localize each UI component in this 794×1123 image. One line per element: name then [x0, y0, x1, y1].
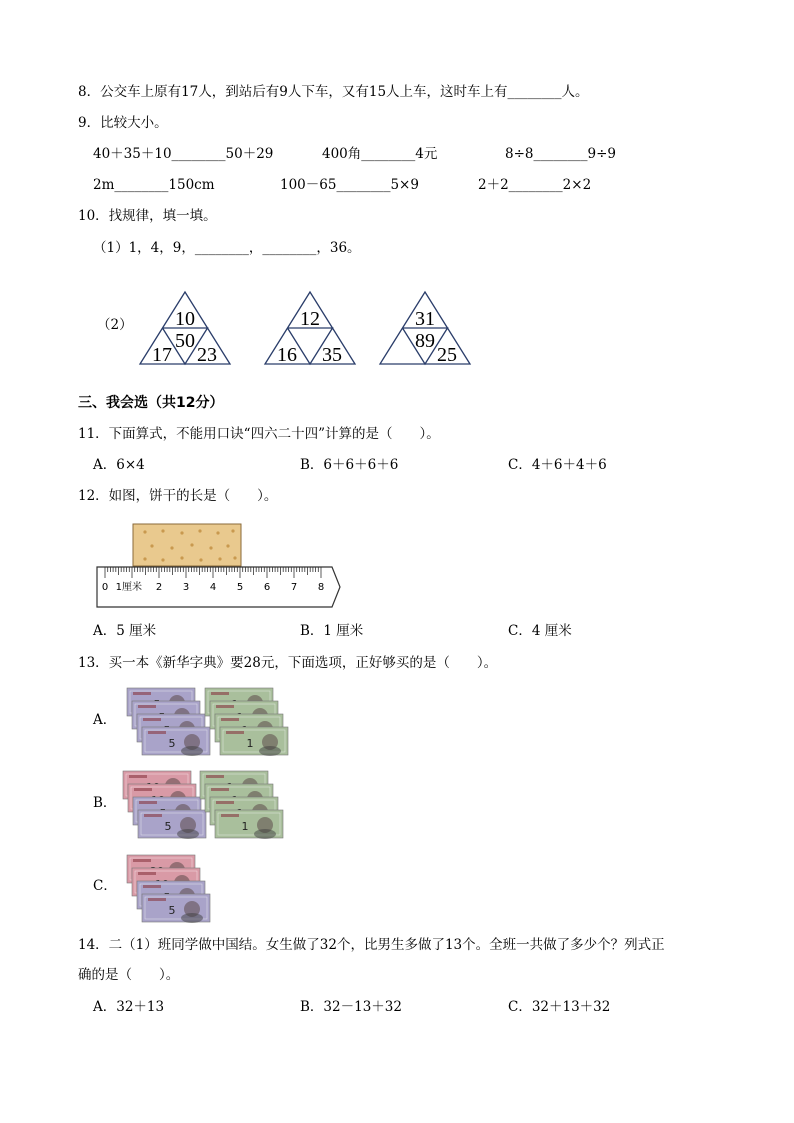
triangle-right-number: 25 [437, 344, 457, 366]
question-13-stem: 13．买一本《新华字典》要28元，下面选项，正好够买的是（ ）。 [78, 655, 498, 671]
compare-item: 40＋35＋10________50＋29 [93, 146, 274, 162]
option-c-label[interactable]: C． [93, 878, 117, 894]
triangle-top-number: 12 [300, 308, 320, 330]
triangle-left-number: 17 [152, 344, 172, 366]
option-a-label[interactable]: A． [93, 712, 117, 728]
ruler-label: 6 [263, 582, 271, 593]
ruler-label: 2 [155, 582, 163, 593]
question-10-stem: 10．找规律，填一填。 [78, 208, 217, 224]
question-11-stem: 11．下面算式，不能用口诀“四六二十四”计算的是（ ）。 [78, 426, 440, 442]
question-8: 8．公交车上原有17人，到站后有9人下车，又有15人上车，这时车上有________人。 [78, 84, 589, 100]
banknote-5 [138, 810, 206, 839]
ruler-label: 0 [101, 582, 109, 593]
option-c[interactable]: C．4 厘米 [508, 623, 572, 639]
banknote-5 [142, 894, 210, 923]
ruler-label: 4 [209, 582, 217, 593]
banknote-value: 5 [168, 904, 176, 917]
question-14-stem-line1: 14．二（1）班同学做中国结。女生做了32个，比男生多做了13个。全班一共做了多少个？列式正 [78, 937, 665, 953]
banknote-value: 1 [241, 820, 249, 833]
ruler-label: 1厘米 [115, 582, 142, 593]
ruler-label: 3 [182, 582, 190, 593]
question-9-stem: 9．比较大小。 [78, 115, 168, 131]
triangle-middle-number: 89 [415, 330, 435, 352]
banknote-value: 1 [246, 737, 254, 750]
ruler-label: 5 [236, 582, 244, 593]
question-10-part1: （1）1，4，9，________，________，36。 [93, 240, 361, 256]
banknote-1 [215, 810, 283, 839]
triangle-right-number: 35 [322, 344, 342, 366]
option-b-label[interactable]: B． [93, 795, 117, 811]
triangle-top-number: 31 [415, 308, 435, 330]
triangle-top-number: 10 [175, 308, 195, 330]
question-10-part2-label: （2） [97, 317, 133, 333]
option-b[interactable]: B．1 厘米 [300, 623, 364, 639]
option-b[interactable]: B．6＋6＋6＋6 [300, 457, 399, 473]
compare-item: 100－65________5×9 [280, 177, 419, 193]
option-a[interactable]: A．6×4 [93, 457, 145, 473]
compare-item: 8÷8________9÷9 [505, 146, 616, 162]
option-c[interactable]: C．4＋6＋4＋6 [508, 457, 607, 473]
triangle-left-number: 16 [277, 344, 297, 366]
option-c[interactable]: C．32＋13＋32 [508, 999, 611, 1015]
triangle-right-number: 23 [197, 344, 217, 366]
banknote-1 [220, 727, 288, 756]
compare-item: 400角________4元 [322, 146, 438, 162]
compare-item: 2＋2________2×2 [478, 177, 592, 193]
ruler-label: 7 [290, 582, 298, 593]
banknote-value: 5 [168, 737, 176, 750]
option-b[interactable]: B．32－13＋32 [300, 999, 402, 1015]
ruler-label: 8 [317, 582, 325, 593]
banknote-5 [142, 727, 210, 756]
compare-item: 2m________150cm [93, 177, 215, 193]
option-a[interactable]: A．32＋13 [93, 999, 165, 1015]
question-12-stem: 12．如图，饼干的长是（ ）。 [78, 488, 278, 504]
section-title: 三、我会选（共12分） [78, 395, 224, 411]
option-a[interactable]: A．5 厘米 [93, 623, 157, 639]
question-14-stem-line2: 确的是（ ）。 [78, 967, 180, 983]
banknote-value: 5 [164, 820, 172, 833]
triangle-middle-number: 50 [175, 330, 195, 352]
